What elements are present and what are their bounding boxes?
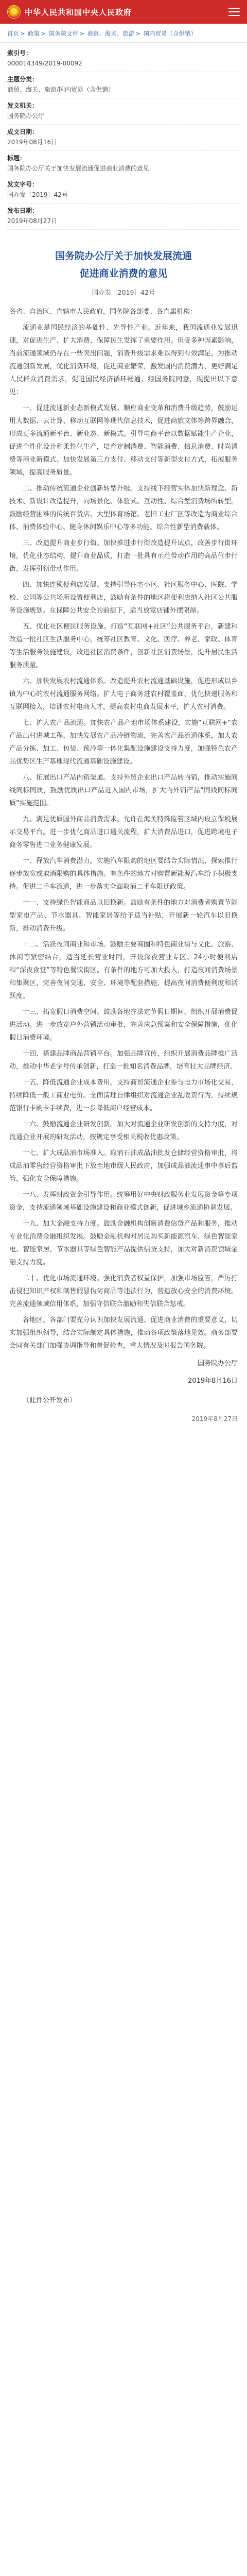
meta-title-row [7,151,240,177]
body-paragraph: 十二、活跃夜间商业和市场。鼓励主要商圈和特色商业街与文化、旅游、休闲等紧密结合，适当延长营业时间，开设深夜营业专区、24小时便利店和“深夜食堂”等特色餐饮街区。有条件的地方可加大投入，打造夜间消费场景和集聚区，完善夜间交通、安全、环境等配套措施，提高夜间消费便利度和活跃度。 [9,941,238,1000]
closing-date: 2019年8月16日 [188,1377,238,1385]
meta-value: 商贸、海关、旅游/国内贸易（含供销） [7,86,115,93]
meta-value: 2019年08月16日 [7,139,58,146]
site-header [0,0,247,24]
body-paragraph: 七、扩大农产品流通。加快农产品产地市场体系建设，实施“互联网+”农产品出村进城工程，加快发展农产品冷链物流，完善农产品流通体系，加大农产品分拣、加工、包装、预冷等一体化集配设施建设支持力度，加强特色农产品优势区生产基地现代流通基础设施建设。 [9,719,238,766]
body-paragraph: 二十、优化市场流通环境。强化消费者权益保护，加强市场监管，严厉打击侵犯知识产权和制售假冒伪劣商品等违法行为，营造放心安全的消费环境。完善流通领域信用体系，加强守信联合激励和失信联合惩戒。 [9,1275,238,1308]
body-paragraph: 九、满足优质国外商品消费需求。允许在海关特殊监管区域内设立保税展示交易平台。进一步优化商品进口通关流程，扩大消费品进口，促进跨境电子商务零售进口业务健康发展。 [9,816,238,849]
meta-index-row [7,46,240,72]
breadcrumb-item[interactable]: 国务院文件 [48,30,79,37]
body-paragraph: 十六、鼓励流通企业研发创新。加大对流通企业研发创新的支持力度，对流通企业开展的研发活动，按规定享受相关税收优惠政策。 [9,1121,238,1141]
meta-topic-row [7,72,240,98]
body-paragraph: 一、促进流通新业态新模式发展。顺应商业变革和消费升级趋势，鼓励运用大数据、云计算、移动互联网等现代信息技术，促进商旅文体等跨界融合，形成更多流通新平台、新业态、新模式。引导电商平台以数据赋能生产企业，促进个性化设计和柔性化生产，培育定制消费、智能消费、信息消费、时尚消费等商业新模式。加快发展第三方支付、移动支付等新型支付方式，拓展服务领域，提高服务质量。 [9,404,238,477]
body-paragraph: 十四、搭建品牌商品营销平台。加强品牌宣传，组织开展消费品牌推广活动，推动中华老字号传承创新，打造一批知名消费品牌，培育壮大品牌经济。 [9,1050,238,1071]
meta-value: 国办发〔2019〕42号 [7,191,68,198]
document-title-line: 国务院办公厅关于加快发展流通 [55,250,192,262]
closing-org: 国务院办公厅 [197,1360,238,1367]
body-paragraph: 四、加快连锁便利店发展。支持引导住宅小区、社区服务中心、医院、学校、公园等公共场所设置便利店，鼓励有条件的地区将便利店纳入社区公共服务设施规划。在保障公共安全的前提下，适当放宽店铺外摆限制。 [9,581,238,615]
body-paragraph: 五、优化社区便民服务设施。打造“互联网+社区”公共服务平台，新建和改造一批社区生活服务中心，统筹社区教育、文化、医疗、养老、家政、体育等生活服务设施建设，改进社区消费条件，创新社区消费场景，提升居民生活服务质量。 [9,623,238,669]
hamburger-menu-icon[interactable] [228,8,240,16]
salutation: 各省、自治区、直辖市人民政府，国务院各部委、各直属机构： [9,308,197,316]
meta-value: 000014349/2019-00092 [7,60,82,67]
document-body [0,230,247,1423]
meta-issuer-row [7,98,240,125]
body-paragraph: 十八、发挥财政资金引导作用。统筹用好中央财政服务业发展资金等专项资金，支持流通领域基础设施建设和商业模式创新，促进城乡流通协调发展。 [9,1191,238,1212]
breadcrumb: 首页 > 政策 > 国务院文件 > 商贸、海关、旅游 > 国内贸易（含供销） [0,24,247,43]
meta-label: 发文字号： [7,181,39,188]
meta-docno-row [7,177,240,204]
breadcrumb-item[interactable]: 商贸、海关、旅游 [87,30,135,37]
body-paragraph: 六、加快发展农村流通体系。改造提升农村流通基础设施，促进形成以乡镇为中心的农村流通服务网络。扩大电子商务进农村覆盖面，优化快递服务和互联网接入，培训农村电商人才，提高农村电商发展水平，扩大农村消费。 [9,677,238,711]
body-paragraph: 十一、支持绿色智能商品以旧换新。鼓励有条件的地方对消费者购置节能型家电产品、节水器具、智能家居等给予适当补贴，开展新一轮汽车以旧换新，推动消费升级。 [9,899,238,933]
bottom-date: 2019年8月27日 [191,1415,238,1422]
body-paragraph: 十七、扩大成品油市场准入。取消石油成品油批发仓储经营资格审批，将成品油零售经营资格审批下放至地市级人民政府，加强成品油流通事中事后监管，强化安全保障措施。 [9,1149,238,1183]
breadcrumb-item[interactable]: 首页 [7,30,19,37]
meta-label: 索引号： [7,49,32,57]
breadcrumb-item[interactable]: 国内贸易（含供销） [143,30,197,37]
national-emblem-icon [7,5,21,19]
breadcrumb-item[interactable]: 政策 [28,30,40,37]
document-number: 国办发〔2019〕42号 [92,289,155,296]
body-paragraph: 三、改造提升商业步行街。加快推进步行街改造提升试点，改善步行街环境，优化业态结构，提升商业品质，打造一批具有示范带动作用的高品位步行街，发挥引领带动作用。 [9,539,238,573]
document-title-line: 促进商业消费的意见 [79,268,168,279]
site-title[interactable]: 中华人民共和国中央人民政府 [25,7,132,17]
body-paragraph: 十九、加大金融支持力度。鼓励金融机构创新消费信贷产品和服务，推动专业化消费金融组织发展。鼓励金融机构对居民购买新能源汽车、绿色智能家电、智能家居、节水器具等绿色智能产品提供信贷支持，加大对新消费领域金融支持力度。 [9,1220,238,1266]
meta-label: 标题： [7,155,26,162]
publication-note: （此件公开发布） [23,1397,77,1404]
body-paragraph: 十、释放汽车消费潜力。实施汽车限购的地区要结合实际情况，探索推行逐步放宽或取消限购的具体措施。有条件的地方对购置新能源汽车给予积极支持。促进二手车流通，进一步落实全面取消二手车限迁政策。 [9,857,238,891]
meta-label: 发文机关： [7,102,39,109]
body-paragraph: 十三、拓宽假日消费空间。鼓励各地在法定节假日期间，组织开展消费促进活动。进一步放宽户外营销活动审批，完善应急预案和安全保障措施，优化假日消费环境。 [9,1008,238,1042]
document-meta [0,43,247,230]
meta-publish-row [7,204,240,230]
meta-label: 发布日期： [7,207,39,214]
document-title [9,247,238,282]
meta-label: 主题分类： [7,76,39,83]
meta-written-row [7,125,240,151]
body-paragraph: 流通业是国民经济的基础性、先导性产业。近年来，我国流通业发展迅速，对促进生产、扩大消费、保障民生发挥了重要作用。但受多种因素影响，当前流通领域仍存在一些突出问题，消费升级需求难以得到有效满足。为推动流通创新发展，优化消费环境，促进商业繁荣，激发国内消费潜力，更好满足人民群众消费需求，促进国民经济循环畅通，经国务院同意，现提出以下意见： [9,324,238,396]
meta-label: 成文日期： [7,128,39,135]
body-paragraph: 二、推动传统流通企业创新转型升级。支持线下经营实体加快新理念、新技术、新设计改造提升，向场景化、体验式、互动性、综合型消费场所转型。鼓励经营困难的传统百货店、大型体育场馆、老旧工业厂区等改造为商业综合体、消费体验中心、健身休闲娱乐中心等多功能、综合性新型消费载体。 [9,485,238,531]
body-paragraph: 各地区、各部门要充分认识加快发展流通、促进商业消费的重要意义，切实加强组织领导，结合实际制定具体措施，推动各项政策落地见效。商务部要会同有关部门加强协调指导和督促检查，重大情况及时报告国务院。 [9,1316,238,1350]
meta-value: 国务院办公厅关于加快发展流通促进商业消费的意见 [7,165,150,172]
body-paragraph: 十五、降低流通企业成本费用。支持商贸流通企业参与电力市场化交易，持续降低一般工商业电价。全面清理自律组织对流通企业乱收费行为，持续规范银行卡刷卡手续费，进一步降低商户经营成本。 [9,1079,238,1112]
meta-value: 2019年08月27日 [7,217,58,225]
paragraph-list [9,321,238,1352]
body-paragraph: 八、拓展出口产品内销渠道。支持外贸企业出口产品转内销，推动实施同线同标同质，鼓励优质出口产品进入国内市场，扩大内外销产品“同线同标同质”实施范围。 [9,774,238,807]
meta-value: 国务院办公厅 [7,112,45,120]
